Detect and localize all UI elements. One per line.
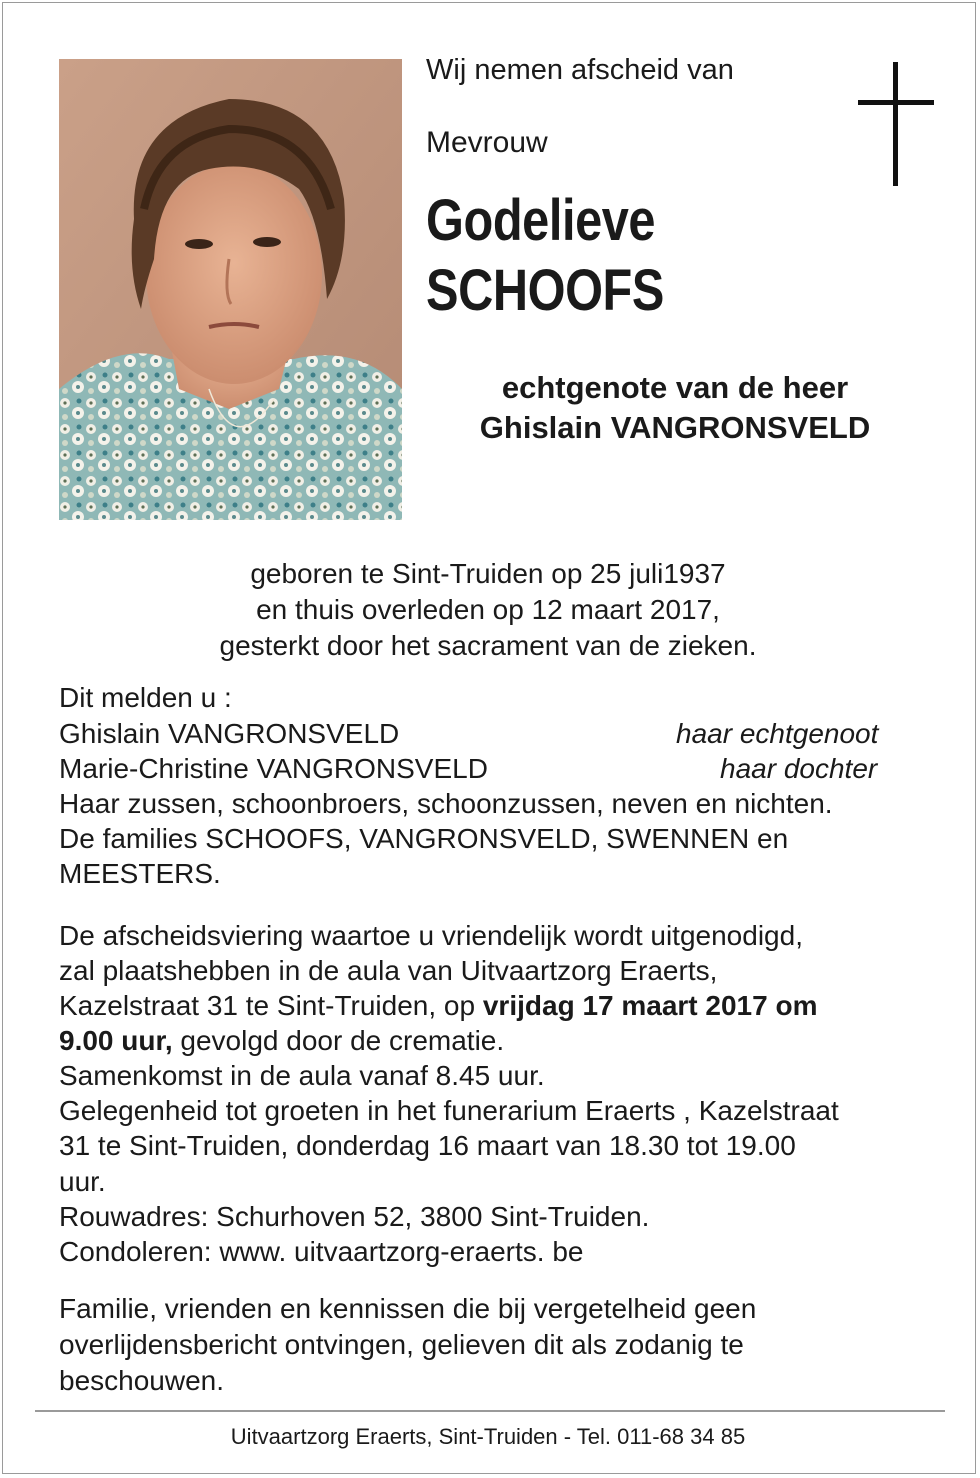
ceremony-line: De afscheidsviering waartoe u vriendelijk wordt uitgenodigd, (59, 920, 803, 951)
footer-divider (35, 1410, 945, 1412)
relative-relation: haar echtgenoot (676, 718, 879, 749)
birth-line: geboren te Sint-Truiden op 25 juli1937 (250, 558, 726, 589)
announce-intro: Dit melden u : (59, 682, 232, 713)
ceremony-line: zal plaatshebben in de aula van Uitvaartzorg Eraerts, (59, 955, 718, 986)
ceremony-line: Samenkomst in de aula vanaf 8.45 uur. (59, 1060, 545, 1091)
spouse-intro: echtgenote van de heer (501, 370, 849, 405)
intro-text: Wij nemen afscheid van (426, 54, 734, 86)
deceased-name (426, 186, 664, 326)
closing-line: beschouwen. (59, 1365, 225, 1396)
family-line: De families SCHOOFS, VANGRONSVELD, SWENNEN en (59, 823, 789, 854)
ceremony-time: 9.00 uur, (59, 1025, 173, 1056)
relative-relation: haar dochter (720, 753, 878, 784)
mourning-address: Rouwadres: Schurhoven 52, 3800 Sint-Truiden. (59, 1201, 650, 1232)
ceremony-line: uur. (59, 1166, 106, 1197)
family-line: Haar zussen, schoonbroers, schoonzussen, neven en nichten. (59, 788, 833, 819)
portrait-photo (59, 59, 402, 520)
first-name: Godelieve (426, 188, 656, 253)
cross-icon (858, 62, 934, 188)
closing-line: Familie, vrienden en kennissen die bij vergetelheid geen (59, 1293, 757, 1324)
closing-line: overlijdensbericht ontvingen, gelieven dit als zodanig te (59, 1329, 744, 1360)
sacrament-line: gesterkt door het sacrament van de zieken. (219, 630, 757, 661)
ceremony-datetime-line (59, 990, 817, 1022)
footer-contact: Uitvaartzorg Eraerts, Sint-Truiden - Tel. 011-68 34 85 (230, 1424, 746, 1449)
condolence-website: Condoleren: www. uitvaartzorg-eraerts. be (59, 1236, 584, 1267)
ceremony-line: Gelegenheid tot groeten in het funerarium Eraerts , Kazelstraat (59, 1095, 839, 1126)
relative-name: Marie-Christine VANGRONSVELD (59, 753, 488, 784)
ceremony-place: Kazelstraat 31 te Sint-Truiden, op (59, 990, 483, 1021)
ceremony-line: 31 te Sint-Truiden, donderdag 16 maart van 18.30 tot 19.00 (59, 1130, 796, 1161)
honorific: Mevrouw (426, 126, 548, 159)
ceremony-cremation: gevolgd door de crematie. (172, 1025, 505, 1056)
family-line: MEESTERS. (59, 858, 221, 889)
relative-name: Ghislain VANGRONSVELD (59, 718, 400, 749)
ceremony-time-line (59, 1025, 504, 1057)
spouse-name: Ghislain VANGRONSVELD (479, 410, 871, 445)
death-line: en thuis overleden op 12 maart 2017, (256, 594, 720, 625)
last-name: SCHOOFS (426, 258, 664, 323)
ceremony-date: vrijdag 17 maart 2017 om (482, 990, 818, 1021)
